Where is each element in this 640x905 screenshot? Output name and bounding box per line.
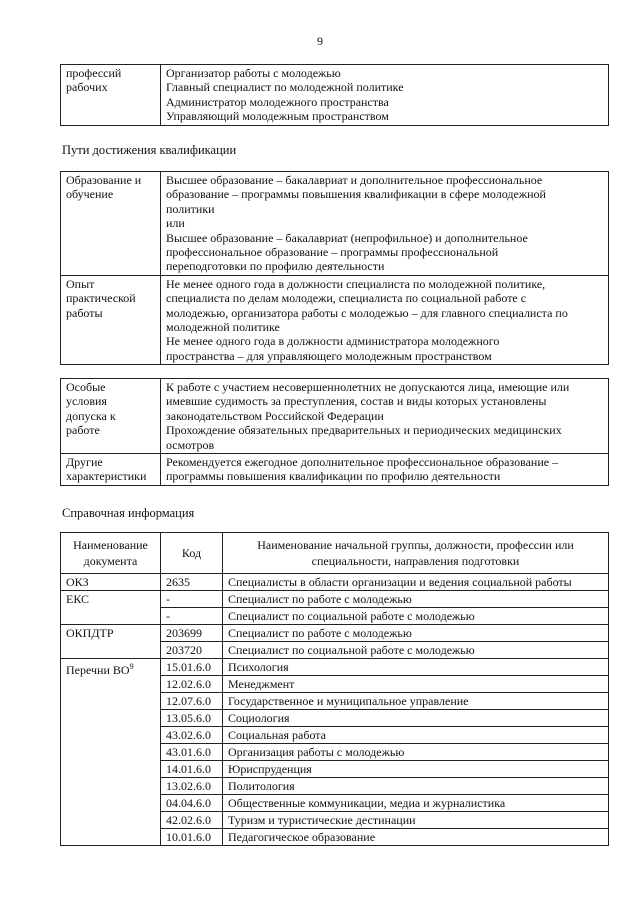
code-cell: 15.01.6.0 [161,659,223,676]
name-cell: Специалисты в области организации и ведения социальной работы [223,574,609,591]
code-cell: 2635 [161,574,223,591]
education-label: Образование и обучение [61,172,161,276]
name-cell: Социальная работа [223,727,609,744]
code-cell: 04.04.6.0 [161,795,223,812]
experience-label: Опыт практической работы [61,275,161,364]
code-cell: 13.02.6.0 [161,778,223,795]
code-cell: 42.02.6.0 [161,812,223,829]
table-row [61,574,609,591]
header-name: Наименование начальной группы, должности, профессии или специальности, направления подготовки [223,533,609,574]
code-cell: 10.01.6.0 [161,829,223,846]
code-cell: - [161,591,223,608]
qualification-paths-table [60,171,609,365]
job-titles-table [60,64,609,126]
section-title-qualification-paths: Пути достижения квалификации [62,143,237,157]
code-cell: - [161,608,223,625]
code-cell: 13.05.6.0 [161,710,223,727]
job-titles-label: профессий рабочих [61,65,161,126]
code-cell: 203699 [161,625,223,642]
name-cell: Специалист по работе с молодежью [223,625,609,642]
special-conditions-label: Особые условия допуска к работе [61,379,161,454]
code-cell: 12.07.6.0 [161,693,223,710]
name-cell: Менеджмент [223,676,609,693]
table-row [61,591,609,608]
education-text: Высшее образование – бакалавриат и дополнительное профессиональное образование – программы повышения квалификации в сфере молодежной политики или Высшее образование – бакалавриат (непрофильное) и дополнительное профессиональное образование – программы профессиональной переподготовки по профилю деятельности [161,172,609,276]
code-cell: 14.01.6.0 [161,761,223,778]
name-cell: Общественные коммуникации, медиа и журналистика [223,795,609,812]
code-cell: 203720 [161,642,223,659]
name-cell: Специалист по работе с молодежью [223,591,609,608]
name-cell: Организация работы с молодежью [223,744,609,761]
code-cell: 43.01.6.0 [161,744,223,761]
name-cell: Социология [223,710,609,727]
name-cell: Педагогическое образование [223,829,609,846]
section-title-reference-info: Справочная информация [62,506,195,520]
reference-table [60,532,609,846]
other-characteristics-label: Другие характеристики [61,454,161,486]
code-cell: 43.02.6.0 [161,727,223,744]
header-code: Код [161,533,223,574]
doc-okz: ОКЗ [61,574,161,591]
special-conditions-text: К работе с участием несовершеннолетних не допускаются лица, имеющие или имевшие судимость за преступления, состав и виды которых установлены законодательством Российской Федерации Прохождение обязательных предварительных и периодических медицинских осмотров [161,379,609,454]
doc-eks: ЕКС [61,591,161,625]
name-cell: Специалист по социальной работе с молодежью [223,608,609,625]
page-number: 9 [317,34,323,48]
name-cell: Специалист по социальной работе с молодежью [223,642,609,659]
table-row [61,625,609,642]
name-cell: Психология [223,659,609,676]
name-cell: Политология [223,778,609,795]
doc-okpdtr: ОКПДТР [61,625,161,659]
other-characteristics-text: Рекомендуется ежегодное дополнительное профессиональное образование – программы повышения квалификации по профилю деятельности [161,454,609,486]
name-cell: Юриспруденция [223,761,609,778]
work-conditions-table [60,378,609,486]
name-cell: Государственное и муниципальное управление [223,693,609,710]
table-row [61,659,609,676]
code-cell: 12.02.6.0 [161,676,223,693]
job-titles-list: Организатор работы с молодежью Главный специалист по молодежной политике Администратор молодежного пространства Управляющий молодежным пространством [161,65,609,126]
header-document: Наименование документа [61,533,161,574]
experience-text: Не менее одного года в должности специалиста по молодежной политике, специалиста по делам молодежи, специалиста по социальной работе с молодежью, организатора работы с молодежью – для главного специалиста по молодежной политике Не менее одного года в должности администратора молодежного пространства – для управляющего молодежным пространством [161,275,609,364]
name-cell: Туризм и туристические дестинации [223,812,609,829]
doc-vo: Перечни $ВО^9$ [61,659,161,846]
